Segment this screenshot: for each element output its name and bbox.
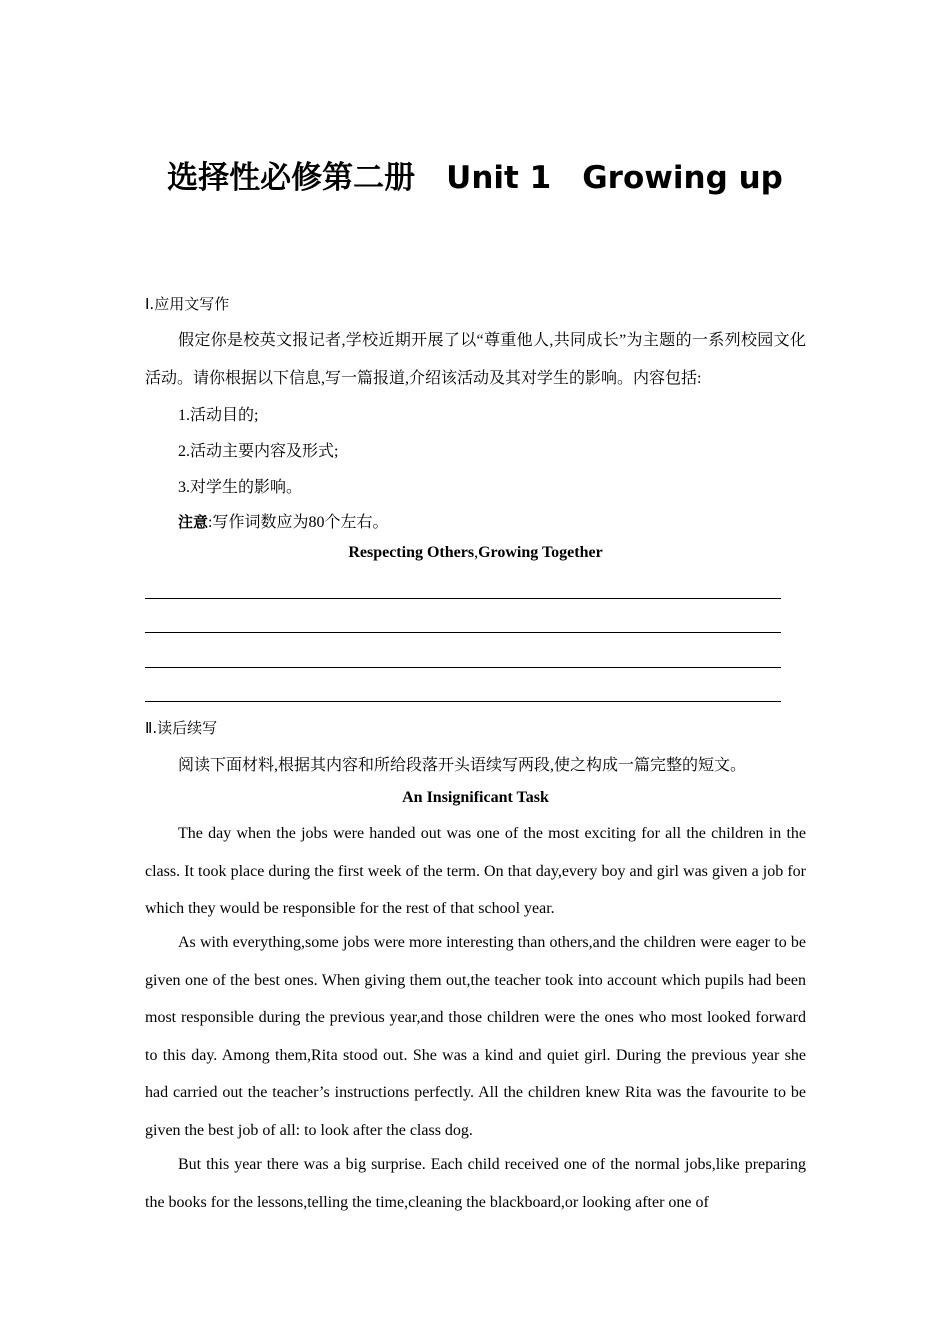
answer-line-2	[145, 632, 781, 633]
requirement-item-2: 2.活动主要内容及形式;	[178, 443, 339, 460]
answer-line-3	[145, 667, 781, 668]
section-2-instruction: 阅读下面材料,根据其内容和所给段落开头语续写两段,使之构成一篇完整的短文。	[178, 757, 747, 774]
story-paragraph-3: But this year there was a big surprise. Each child received one of the normal jobs,like preparing the books for the lessons,telling the time,cleaning the blackboard,or looking after one of	[145, 1156, 806, 1211]
section-2-heading: Ⅱ.读后续写	[145, 719, 218, 737]
word-count-note	[178, 509, 388, 532]
story-paragraph-2: As with everything,some jobs were more interesting than others,and the children were eager to be given one of the best ones. When giving them out,the teacher took into account which pupils had been most responsible during the previous year,and those children were the ones who most looked forward to this day. Among them,Rita stood out. She was a kind and quiet girl. During the previous year she had carried out the teacher’s instructions perfectly. All the children knew Rita was the favourite to be given the best job of all: to look after the class dog.	[145, 934, 806, 1139]
story-title: An Insignificant Task	[402, 789, 549, 806]
requirement-item-3: 3.对学生的影响。	[178, 479, 303, 496]
story-paragraph-1: The day when the jobs were handed out was one of the most exciting for all the children in the class. It took place during the first week of the term. On that day,every boy and girl was given a job for which they would be responsible for the rest of that school year.	[145, 825, 806, 917]
section-1-intro: 假定你是校英文报记者,学校近期开展了以“尊重他人,共同成长”为主题的一系列校园文化活动。请你根据以下信息,写一篇报道,介绍该活动及其对学生的影响。内容包括:	[145, 332, 806, 387]
answer-line-4	[145, 701, 781, 702]
page-title: 选择性必修第二册 Unit 1 Growing up	[167, 160, 783, 196]
essay-title-comma: ,	[474, 544, 479, 561]
essay-title-part-2: Growing Together	[478, 544, 603, 561]
essay-title-part-1: Respecting Others	[348, 544, 475, 561]
section-1-heading: Ⅰ.应用文写作	[145, 295, 230, 313]
requirement-item-1: 1.活动目的;	[178, 407, 259, 424]
note-text: :写作词数应为80个左右。	[208, 514, 389, 531]
essay-title	[145, 544, 806, 562]
note-label: 注意	[178, 513, 209, 531]
answer-line-1	[145, 598, 781, 599]
